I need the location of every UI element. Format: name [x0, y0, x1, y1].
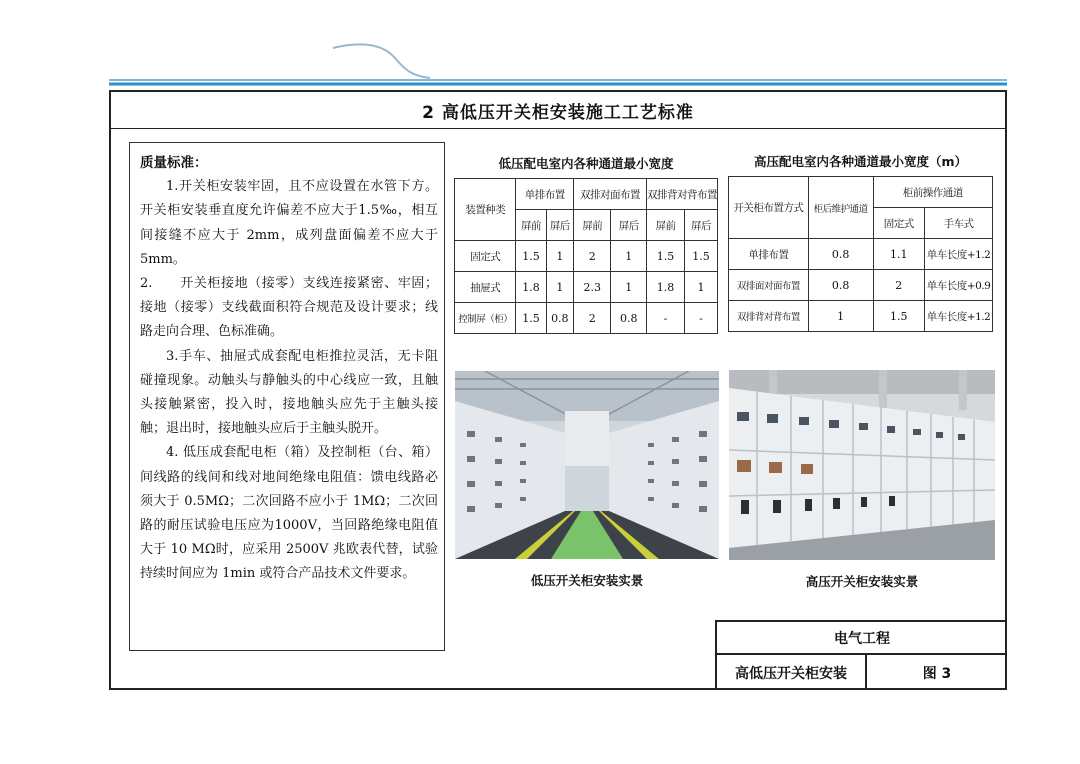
sub-header: 屏后	[611, 210, 647, 241]
row-label: 单排布置	[729, 239, 809, 270]
row-label: 抽屉式	[455, 272, 516, 303]
low-voltage-width-table	[454, 178, 718, 334]
table-cell: 1.5	[873, 301, 925, 332]
high-photo-caption: 高压开关柜安装实景	[805, 574, 919, 589]
table-cell: 1	[685, 272, 718, 303]
title-block	[715, 620, 1007, 690]
row-label: 固定式	[455, 241, 516, 272]
quality-item-4: 4. 低压成套配电柜（箱）及控制柜（台、箱）间线路的线间和线对地间绝缘电阻值：馈电线路必须大于 0.5MΩ；二次回路不应小于 1MΩ；二次回路的耐压试验电压应为1000V，当回路绝缘电阻值大于 10 MΩ时，应采用 2500V 兆欧表代替，试验持续时间应为 1min 或符合产品技术文件要求。	[140, 445, 438, 582]
table-cell: 1.5	[516, 241, 546, 272]
page-title: 2 高低压开关柜安装施工工艺标准	[422, 103, 694, 123]
group-header: 双排背对背布置	[646, 179, 717, 210]
table-cell: 单车长度+1.2	[925, 301, 993, 332]
sub-header: 屏前	[574, 210, 611, 241]
table-cell: 1	[611, 241, 647, 272]
table-cell: 1.5	[646, 241, 684, 272]
quality-item-2: 2. 开关柜接地（接零）支线连接紧密、牢固；接地（接零）支线截面积符合规范及设计要求；线路走向合理、色标准确。	[140, 276, 438, 340]
table-cell: 单车长度+0.9	[925, 270, 993, 301]
project-name: 电气工程	[717, 622, 1007, 655]
sub-header: 屏后	[546, 210, 573, 241]
table-cell: 1	[546, 272, 573, 303]
high-voltage-switchgear-photo	[729, 370, 995, 560]
table-cell: 1	[546, 241, 573, 272]
low-photo-caption: 低压开关柜安装实景	[530, 573, 644, 588]
table-cell: 1.5	[685, 241, 718, 272]
high-table-caption: 高压配电室内各种通道最小宽度（m）	[753, 154, 968, 169]
quality-item-1: 1.开关柜安装牢固，且不应设置在水管下方。开关柜安装垂直度允许偏差不应大于1.5‰，相互间接缝不应大于 2mm，成列盘面偏差不应大于 5mm。	[140, 179, 438, 267]
table-cell: 1.8	[516, 272, 546, 303]
table-cell: 2	[574, 241, 611, 272]
low-table-caption: 低压配电室内各种通道最小宽度	[498, 156, 674, 171]
header-decoration	[0, 0, 1080, 95]
drawing-name: 高低压开关柜安装	[717, 655, 867, 690]
table-cell: 2	[873, 270, 925, 301]
row-label: 控制屏（柜）	[455, 303, 516, 334]
table-row	[455, 241, 718, 272]
device-type-header: 装置种类	[455, 179, 516, 241]
group-header: 单排布置	[516, 179, 574, 210]
table-cell: 1	[808, 301, 873, 332]
front-aisle-header: 柜前操作通道	[873, 177, 992, 208]
table-cell: 1.5	[516, 303, 546, 334]
sub-header: 手车式	[925, 208, 993, 239]
table-cell: 2.3	[574, 272, 611, 303]
rear-aisle-header: 柜后维护通道	[808, 177, 873, 239]
row-label: 双排面对面布置	[729, 270, 809, 301]
high-voltage-width-table	[728, 176, 993, 332]
sub-header: 屏前	[646, 210, 684, 241]
table-cell: 2	[574, 303, 611, 334]
table-row	[729, 239, 993, 270]
table-cell: 0.8	[808, 239, 873, 270]
table-cell: 0.8	[611, 303, 647, 334]
table-cell: 0.8	[808, 270, 873, 301]
low-voltage-switchgear-photo	[455, 371, 719, 559]
table-row	[729, 270, 993, 301]
table-cell: 1	[611, 272, 647, 303]
title-divider	[109, 128, 1007, 129]
table-row	[455, 272, 718, 303]
quality-heading: 质量标准：	[140, 155, 208, 171]
table-cell: -	[685, 303, 718, 334]
sub-header: 屏前	[516, 210, 546, 241]
table-cell: 单车长度+1.2	[925, 239, 993, 270]
quality-standards-box	[129, 142, 445, 651]
table-cell: 0.8	[546, 303, 573, 334]
table-cell: 1.8	[646, 272, 684, 303]
layout-header: 开关柜布置方式	[729, 177, 809, 239]
table-cell: 1.1	[873, 239, 925, 270]
quality-item-3: 3.手车、抽屉式成套配电柜推拉灵活，无卡阻碰撞现象。动触头与静触头的中心线应一致，且触头接触紧密，投入时，接地触头应先于主触头接触；退出时，接地触头应后于主触头脱开。	[140, 348, 438, 437]
table-row	[729, 301, 993, 332]
table-cell: -	[646, 303, 684, 334]
table-row	[455, 303, 718, 334]
row-label: 双排背对背布置	[729, 301, 809, 332]
figure-number: 图 3	[922, 665, 952, 682]
sub-header: 固定式	[873, 208, 925, 239]
sub-header: 屏后	[685, 210, 718, 241]
group-header: 双排对面布置	[574, 179, 647, 210]
